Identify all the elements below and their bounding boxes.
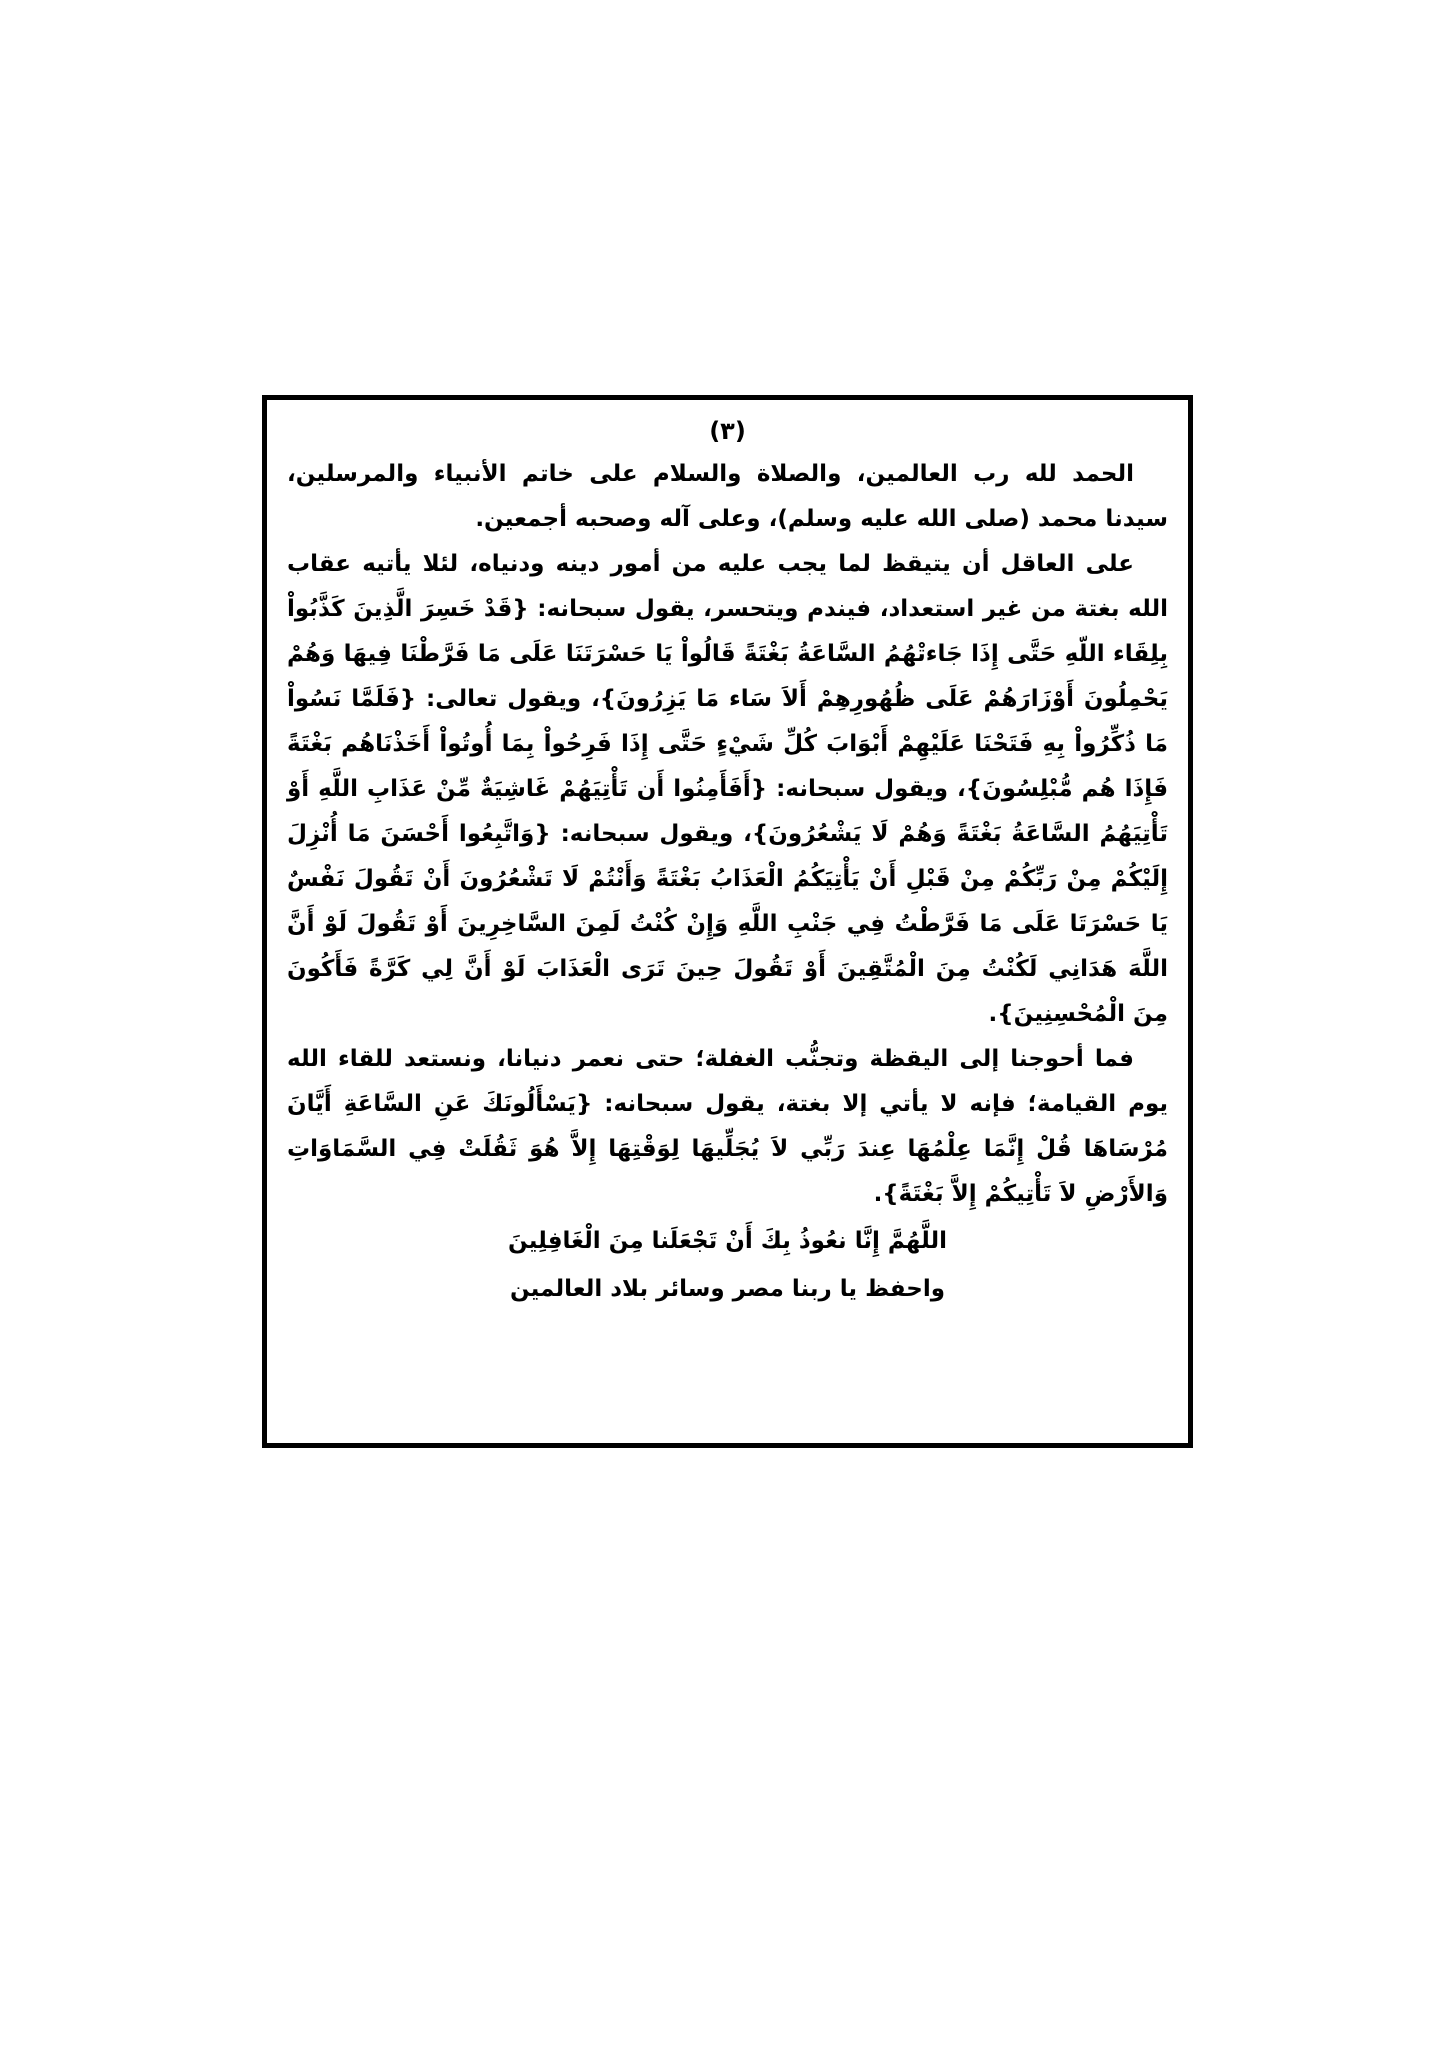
body-paragraph-vigilance: فما أحوجنا إلى اليقظة وتجنُّب الغفلة؛ حتى نعمر دنيانا، ونستعد للقاء الله يوم القيامة؛ فإنه لا يأتي إلا بغتة، يقول سبحانه: {يَسْأَلُونَكَ عَنِ السَّاعَةِ أَيَّانَ مُرْسَاهَا قُلْ إِنَّمَا عِلْمُهَا عِندَ رَبِّي لاَ يُجَلِّيهَا لِوَقْتِهَا إِلاَّ هُوَ ثَقُلَتْ فِي السَّمَاوَاتِ وَالأَرْضِ لاَ تَأْتِيكُمْ إِلاَّ بَغْتَةً}.: [287, 1046, 1168, 1207]
closing-supplication: اللَّهُمَّ إِنَّا نعُوذُ بِكَ أَنْ تَجْعَلَنا مِنَ الْغَافِلِينَ: [508, 1228, 947, 1254]
body-paragraph-warning: على العاقل أن يتيقظ لما يجب عليه من أمور دينه ودنياه، لئلا يأتيه عقاب الله بغتة من غير استعداد، فيندم ويتحسر، يقول سبحانه: {قَدْ خَسِرَ الَّذِينَ كَذَّبُواْ بِلِقَاء اللّهِ حَتَّى إِذَا جَاءتْهُمُ السَّاعَةُ بَغْتَةً قَالُواْ يَا حَسْرَتَنَا عَلَى مَا فَرَّطْنَا فِيهَا وَهُمْ يَحْمِلُونَ أَوْزَارَهُمْ عَلَى ظُهُورِهِمْ أَلاَ سَاء مَا يَزِرُونَ}، ويقول تعالى: {فَلَمَّا نَسُواْ مَا ذُكِّرُواْ بِهِ فَتَحْنَا عَلَيْهِمْ أَبْوَابَ كُلِّ شَيْءٍ حَتَّى إِذَا فَرِحُواْ بِمَا أُوتُواْ أَخَذْنَاهُم بَغْتَةً فَإِذَا هُم مُّبْلِسُونَ}، ويقول سبحانه: {أَفَأَمِنُوا أَن تَأْتِيَهُمْ غَاشِيَةٌ مِّنْ عَذَابِ اللَّهِ أَوْ تَأْتِيَهُمُ السَّاعَةُ بَغْتَةً وَهُمْ لَا يَشْعُرُونَ}، ويقول سبحانه: {وَاتَّبِعُوا أَحْسَنَ مَا أُنْزِلَ إِلَيْكُمْ مِنْ رَبِّكُمْ مِنْ قَبْلِ أَنْ يَأْتِيَكُمُ الْعَذَابُ بَغْتَةً وَأَنْتُمْ لَا تَشْعُرُونَ أَنْ تَقُولَ نَفْسٌ يَا حَسْرَتَا عَلَى مَا فَرَّطْتُ فِي جَنْبِ اللَّهِ وَإِنْ كُنْتُ لَمِنَ السَّاخِرِينَ أَوْ تَقُولَ لَوْ أَنَّ اللَّهَ هَدَانِي لَكُنْتُ مِنَ الْمُتَّقِينَ أَوْ تَقُولَ حِينَ تَرَى الْعَذَابَ لَوْ أَنَّ لِي كَرَّةً فَأَكُونَ مِنَ الْمُحْسِنِينَ}.: [287, 551, 1168, 1027]
page-frame: [262, 395, 1193, 1448]
opening-paragraph: الحمد لله رب العالمين، والصلاة والسلام على خاتم الأنبياء والمرسلين، سيدنا محمد (صلى الله عليه وسلم)، وعلى آله وصحبه أجمعين.: [287, 461, 1168, 532]
page-number: (٣): [709, 417, 746, 445]
page-content: [287, 414, 1168, 1313]
closing-prayer-egypt: واحفظ يا ربنا مصر وسائر بلاد العالمين: [509, 1276, 946, 1302]
